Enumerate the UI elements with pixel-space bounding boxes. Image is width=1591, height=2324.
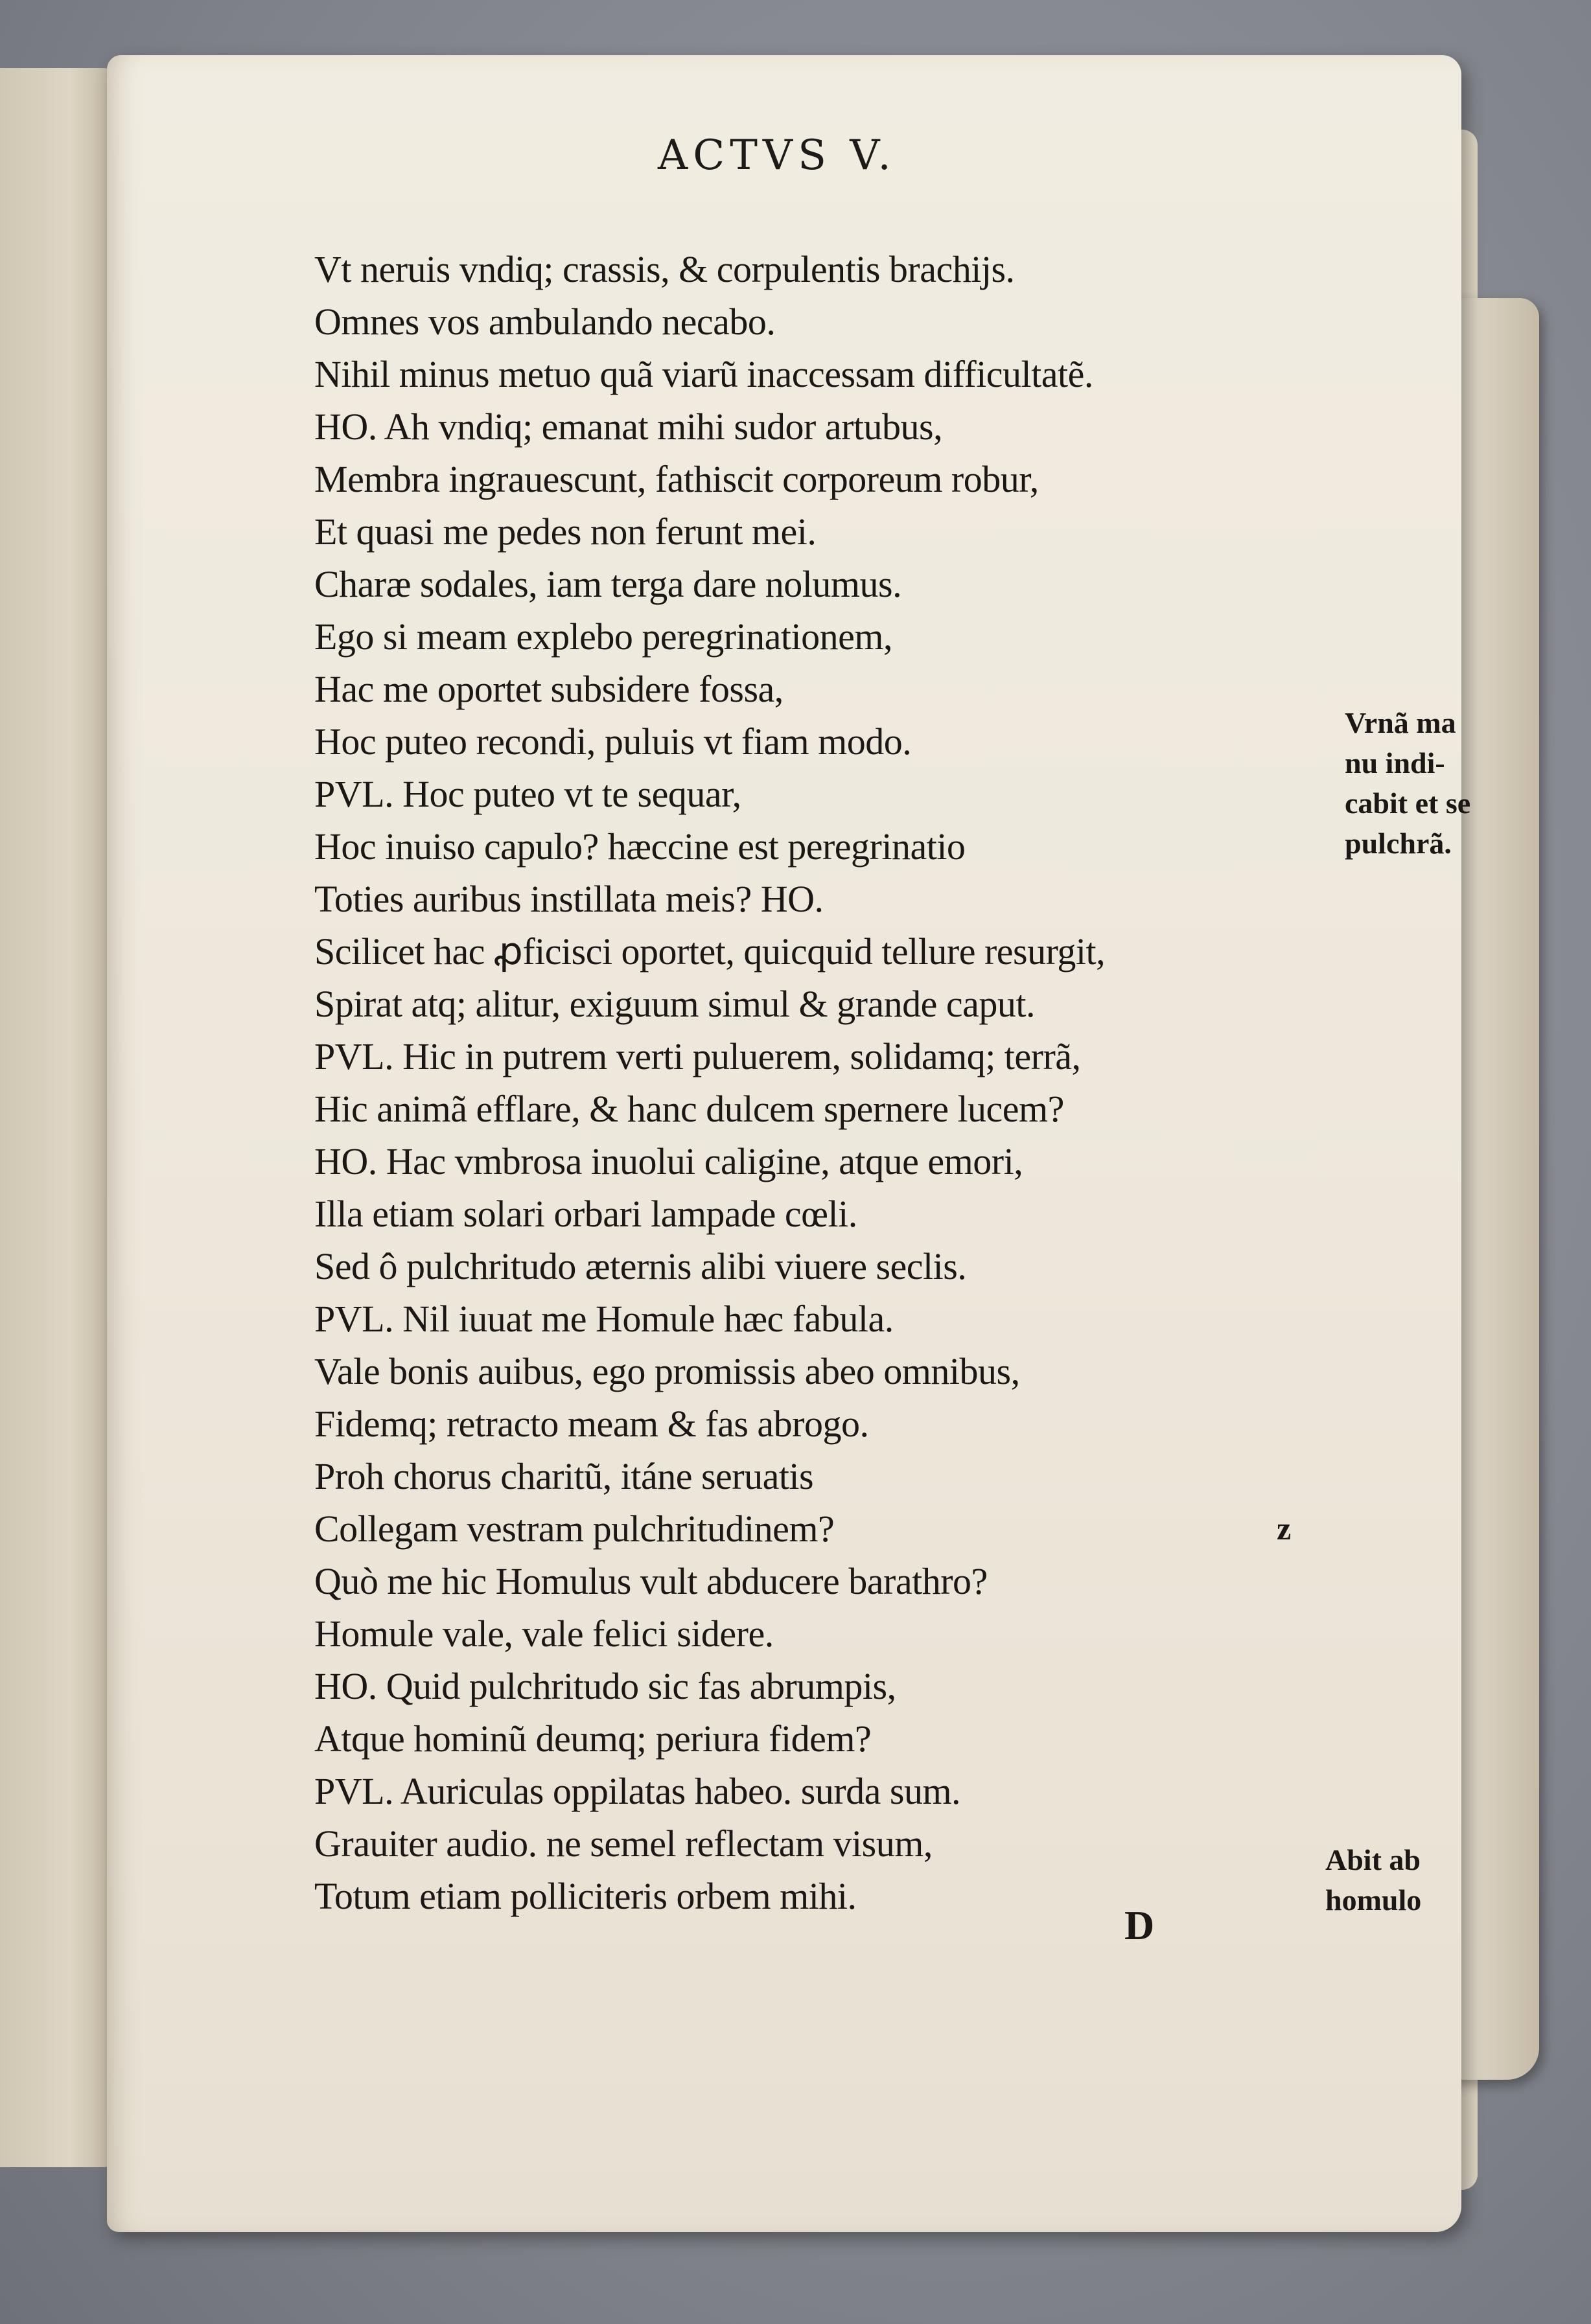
verse-line: Hoc inuiso capulo? hæccine est peregrinatio [314,825,966,868]
verse-line: Collegam vestram pulchritudinem? [314,1508,835,1550]
verse-line: Hac me oportet subsidere fossa, [314,668,784,710]
verse-line: Totum etiam polliciteris orbem mihi. [314,1875,857,1917]
verse-line: Ego si meam explebo peregrinationem, [314,616,892,658]
marginal-mark: z [1277,1510,1292,1547]
verse-line: Vale bonis auibus, ego promissis abeo omnibus, [314,1350,1020,1392]
verse-line: HO. Hac vmbrosa inuolui caligine, atque emori, [314,1140,1023,1182]
verse-line: PVL. Hic in putrem verti puluerem, solidamq; terrã, [314,1035,1081,1077]
verse-line: Scilicet hac ꝓficisci oportet, quicquid tellure resurgit, [314,930,1106,972]
verse-line: PVL. Hoc puteo vt te sequar, [314,773,741,815]
verse-line: Hoc puteo recondi, puluis vt fiam modo. [314,720,912,763]
verse-line: Atque hominũ deumq; periura fidem? [314,1718,872,1760]
verse-line: Grauiter audio. ne semel reflectam visum, [314,1823,933,1865]
verse-line: HO. Quid pulchritudo sic fas abrumpis, [314,1665,896,1707]
verse-line: Homule vale, vale felici sidere. [314,1613,774,1655]
facing-page-edge [0,68,117,2167]
verse-line: Toties auribus instillata meis? HO. [314,878,824,920]
verse-line: Nihil minus metuo quã viarũ inaccessam difficultatẽ. [314,353,1093,395]
signature-mark: D [1124,1902,1155,1948]
verse-line: Illa etiam solari orbari lampade cœli. [314,1193,857,1235]
verse-line: Et quasi me pedes non ferunt mei. [314,511,817,553]
book-page [107,55,1471,2232]
verse-text-block [314,243,1384,1922]
verse-line: Sed ô pulchritudo æternis alibi viuere seclis. [314,1245,967,1287]
marginal-note-urn: Vrnã ma nu indi- cabit et se pulchrã. [1345,706,1471,860]
verse-line: Quò me hic Homulus vult abducere barathro? [314,1560,988,1602]
running-head: ACTVS V. [658,132,896,179]
verse-line: PVL. Nil iuuat me Homule hæc fabula. [314,1298,894,1340]
verse-line: HO. Ah vndiq; emanat mihi sudor artubus, [314,406,943,448]
verse-line: Spirat atq; alitur, exiguum simul & grande caput. [314,983,1035,1025]
verse-line: Charæ sodales, iam terga dare nolumus. [314,563,902,605]
verse-line: Fidemq; retracto meam & fas abrogo. [314,1403,869,1445]
verse-line: Membra ingrauescunt, fathiscit corporeum robur, [314,458,1039,500]
verse-line: Vt neruis vndiq; crassis, & corpulentis brachijs. [314,248,1015,290]
verse-line: Proh chorus charitũ, itáne seruatis [314,1455,814,1497]
verse-line: Omnes vos ambulando necabo. [314,301,776,343]
marginal-note-exit: Abit ab homulo [1325,1843,1422,1916]
verse-line: Hic animã efflare, & hanc dulcem spernere lucem? [314,1088,1064,1130]
verse-line: PVL. Auriculas oppilatas habeo. surda sum. [314,1770,961,1812]
